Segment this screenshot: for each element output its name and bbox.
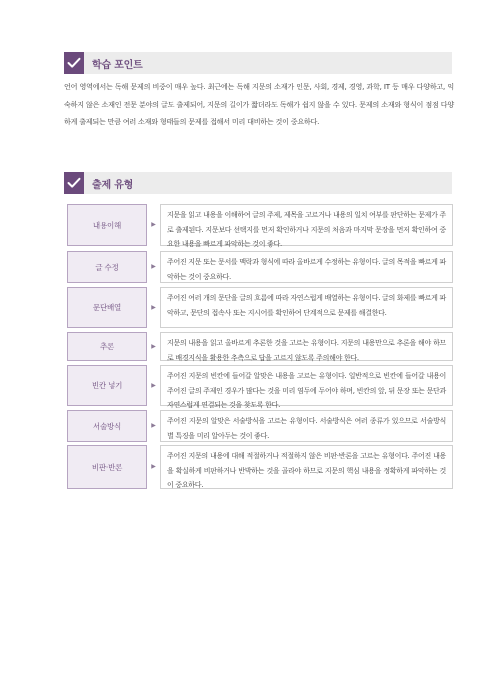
triangle-right-icon: ▶ xyxy=(151,221,156,228)
question-types-header xyxy=(64,172,452,194)
type-label: 내용이해 xyxy=(67,204,147,246)
triangle-right-icon: ▶ xyxy=(151,422,156,429)
triangle-right-icon: ▶ xyxy=(151,381,156,389)
triangle-right-icon: ▶ xyxy=(151,342,156,350)
type-row-description-method xyxy=(67,410,453,442)
triangle-right-icon: ▶ xyxy=(151,263,156,270)
triangle-right-icon: ▶ xyxy=(151,463,156,470)
type-description: 주어진 지문의 빈칸에 들어갈 알맞은 내용을 고르는 유형이다. 일반적으로 빈칸에 들어갈 내용이 주어진 글의 주제인 경우가 많다는 것을 미리 염두에 두어야 하며, 빈칸의 앞, 뒤 문장 또는 문단과 자연스럽게 연결되는 것을 찾도록 한다. xyxy=(160,365,453,406)
question-types-title: 출제 유형 xyxy=(92,179,134,191)
type-description: 지문을 읽고 내용을 이해하여 글의 주제, 제목을 고르거나 내용의 일치 여부를 판단하는 문제가 주로 출제된다. 지문보다 선택지를 먼저 확인하거나 지문의 처음과 마지막 문장을 먼저 확인하여 중요한 내용을 빠르게 파악하는 것이 좋다. xyxy=(160,204,453,246)
type-description: 주어진 지문의 내용에 대해 적절하거나 적절하지 않은 비판·반론을 고르는 유형이다. 주어진 내용을 확실하게 비판하거나 반박하는 것을 골라야 하므로 지문의 핵심 내용을 정확하게 파악하는 것이 중요하다. xyxy=(160,445,453,489)
type-label: 서술방식 xyxy=(67,410,147,442)
type-row-paragraph-ordering xyxy=(67,287,453,328)
type-label: 비판·반론 xyxy=(67,445,147,489)
type-row-text-revision xyxy=(67,251,453,283)
type-description: 지문의 내용을 읽고 올바르게 추론한 것을 고르는 유형이다. 지문의 내용만으로 추론을 해야 하므로 배경지식을 활용한 추측으로 답을 고르지 않도록 주의해야 한다. xyxy=(160,332,453,361)
type-label: 문단배열 xyxy=(67,287,147,328)
checkmark-icon xyxy=(64,172,84,194)
learning-point-paragraph: 언어 영역에서는 독해 문제의 비중이 매우 높다. 최근에는 독해 지문의 소재가 인문, 사회, 경제, 경영, 과학, IT 등 매우 다양하고, 익숙하지 않은 소재인 전문 분야의 글도 출제되어, 지문의 길이가 짧더라도 독해가 쉽지 않을 수 있다. 문제의 소재와 형식이 점점 다양하게 출제되는 만큼 여러 소재와 형태들의 문제를 접해서 미리 대비하는 것이 중요하다. xyxy=(64,82,454,126)
type-label: 빈칸 넣기 xyxy=(67,365,147,406)
type-description: 주어진 지문의 알맞은 서술방식을 고르는 유형이다. 서술방식은 여러 종류가 있으므로 서술방식별 특징을 미리 알아두는 것이 좋다. xyxy=(160,410,453,442)
checkmark-icon xyxy=(64,52,84,74)
type-row-content-understanding xyxy=(67,204,453,246)
learning-point-header xyxy=(64,52,452,74)
type-label: 글 수정 xyxy=(67,251,147,283)
type-description: 주어진 여러 개의 문단을 글의 흐름에 따라 자연스럽게 배열하는 유형이다. 글의 화제를 빠르게 파악하고, 문단의 접속사 또는 지시어를 확인하여 단계적으로 문제를 해결한다. xyxy=(160,287,453,328)
type-label: 추론 xyxy=(67,332,147,361)
type-row-criticism xyxy=(67,445,453,489)
type-row-inference xyxy=(67,332,453,361)
type-description: 주어진 지문 또는 문서를 맥락과 형식에 따라 올바르게 수정하는 유형이다. 글의 목적을 빠르게 파악하는 것이 중요하다. xyxy=(160,251,453,283)
learning-point-title: 학습 포인트 xyxy=(92,59,143,71)
triangle-right-icon: ▶ xyxy=(151,303,156,311)
type-row-fill-blank xyxy=(67,365,453,409)
